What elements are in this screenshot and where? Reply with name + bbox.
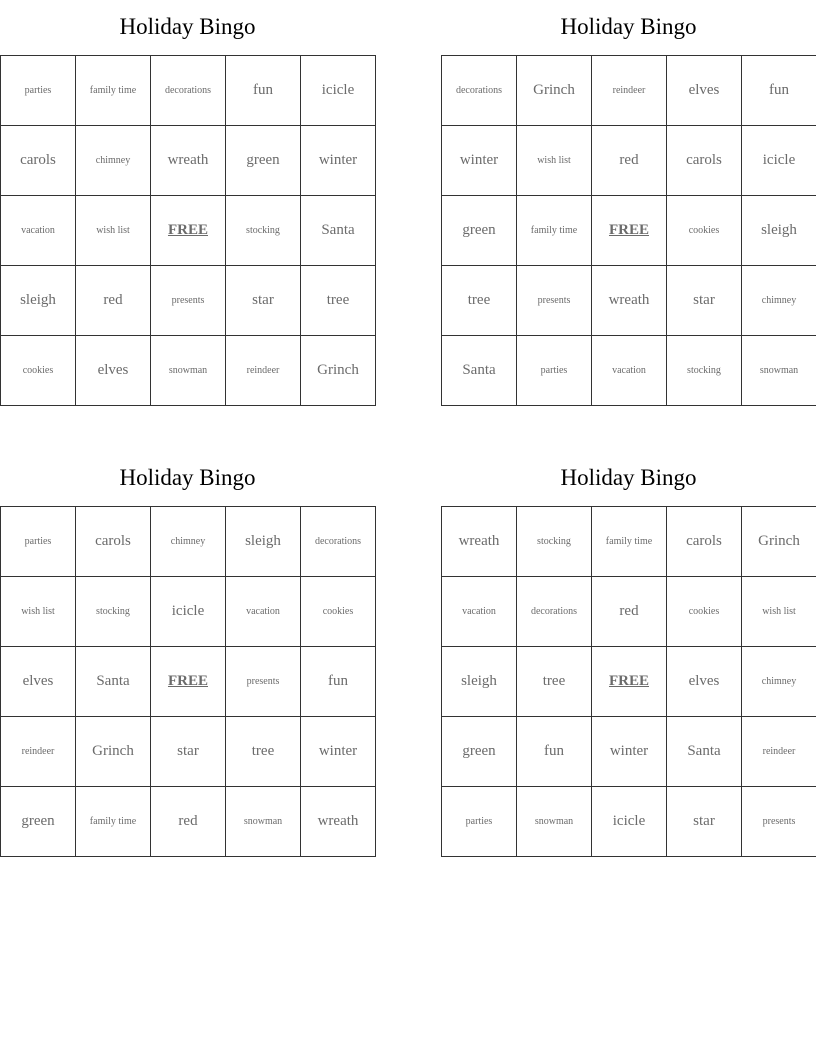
bingo-cell: parties: [517, 336, 592, 406]
bingo-cell: decorations: [301, 507, 376, 577]
bingo-cell: elves: [667, 647, 742, 717]
bingo-cell: wish list: [76, 196, 151, 266]
bingo-cell: snowman: [151, 336, 226, 406]
bingo-cell: snowman: [226, 787, 301, 857]
card-title: Holiday Bingo: [560, 465, 697, 490]
bingo-card-1: [0, 12, 375, 406]
bingo-cell: wish list: [517, 126, 592, 196]
bingo-cell: Grinch: [76, 717, 151, 787]
bingo-card-2: [441, 12, 816, 406]
grid-row: [442, 787, 816, 857]
bingo-cell: tree: [226, 717, 301, 787]
grid-row: [1, 336, 376, 406]
bingo-cell: cookies: [667, 577, 742, 647]
bingo-cell: carols: [1, 126, 76, 196]
bingo-cell: sleigh: [442, 647, 517, 717]
grid-row: [1, 787, 376, 857]
bingo-cell: chimney: [76, 126, 151, 196]
bingo-cell: presents: [517, 266, 592, 336]
bingo-grid: [0, 55, 376, 406]
bingo-cell: presents: [742, 787, 816, 857]
bingo-cell: red: [592, 577, 667, 647]
bingo-cell: icicle: [151, 577, 226, 647]
bingo-cell: elves: [667, 56, 742, 126]
grid-row: [1, 126, 376, 196]
bingo-cell: sleigh: [1, 266, 76, 336]
bingo-grid: [441, 506, 816, 857]
bingo-cell: Grinch: [301, 336, 376, 406]
bingo-cell: presents: [226, 647, 301, 717]
bingo-cell: stocking: [76, 577, 151, 647]
grid-row: [442, 647, 816, 717]
free-space: FREE: [592, 647, 667, 717]
grid-row: [1, 196, 376, 266]
bingo-cell: elves: [1, 647, 76, 717]
grid-row: [442, 336, 816, 406]
bingo-cell: green: [442, 196, 517, 266]
card-title: Holiday Bingo: [560, 14, 697, 39]
bingo-cell: wish list: [1, 577, 76, 647]
bingo-cell: red: [151, 787, 226, 857]
bingo-cell: family time: [76, 56, 151, 126]
bingo-cell: icicle: [742, 126, 816, 196]
bingo-cell: wreath: [301, 787, 376, 857]
grid-row: [442, 126, 816, 196]
grid-row: [442, 507, 816, 577]
bingo-cell: vacation: [1, 196, 76, 266]
grid-row: [1, 717, 376, 787]
grid-row: [442, 266, 816, 336]
bingo-cell: star: [667, 787, 742, 857]
bingo-cell: reindeer: [592, 56, 667, 126]
bingo-cell: Grinch: [517, 56, 592, 126]
bingo-cell: winter: [442, 126, 517, 196]
free-space: FREE: [592, 196, 667, 266]
bingo-cell: icicle: [592, 787, 667, 857]
bingo-cell: reindeer: [226, 336, 301, 406]
bingo-cell: elves: [76, 336, 151, 406]
grid-row: [442, 56, 816, 126]
bingo-cell: winter: [301, 717, 376, 787]
bingo-cell: vacation: [442, 577, 517, 647]
bingo-cell: wreath: [442, 507, 517, 577]
bingo-cell: icicle: [301, 56, 376, 126]
bingo-cell: parties: [1, 507, 76, 577]
bingo-cell: green: [442, 717, 517, 787]
grid-row: [442, 196, 816, 266]
bingo-cell: family time: [517, 196, 592, 266]
bingo-cell: fun: [742, 56, 816, 126]
bingo-cell: fun: [226, 56, 301, 126]
bingo-cell: cookies: [301, 577, 376, 647]
bingo-cell: winter: [592, 717, 667, 787]
bingo-cell: carols: [76, 507, 151, 577]
bingo-grid: [441, 55, 816, 406]
card-title: Holiday Bingo: [119, 14, 256, 39]
bingo-grid: [0, 506, 376, 857]
bingo-cell: chimney: [151, 507, 226, 577]
bingo-cell: Santa: [76, 647, 151, 717]
bingo-cell: family time: [592, 507, 667, 577]
bingo-cell: cookies: [1, 336, 76, 406]
bingo-cell: red: [76, 266, 151, 336]
bingo-cell: parties: [442, 787, 517, 857]
bingo-card-3: [0, 463, 375, 857]
bingo-cell: fun: [301, 647, 376, 717]
bingo-cell: chimney: [742, 647, 816, 717]
bingo-cell: reindeer: [1, 717, 76, 787]
bingo-cell: Santa: [667, 717, 742, 787]
grid-row: [1, 266, 376, 336]
card-title: Holiday Bingo: [119, 465, 256, 490]
bingo-cell: decorations: [151, 56, 226, 126]
free-space: FREE: [151, 196, 226, 266]
grid-row: [1, 507, 376, 577]
bingo-cell: Grinch: [742, 507, 816, 577]
bingo-cell: wreath: [151, 126, 226, 196]
bingo-cell: decorations: [517, 577, 592, 647]
bingo-cell: vacation: [226, 577, 301, 647]
bingo-cell: winter: [301, 126, 376, 196]
bingo-cell: sleigh: [742, 196, 816, 266]
bingo-cell: tree: [301, 266, 376, 336]
bingo-cell: green: [226, 126, 301, 196]
bingo-cell: decorations: [442, 56, 517, 126]
bingo-cell: tree: [442, 266, 517, 336]
bingo-cell: presents: [151, 266, 226, 336]
grid-row: [1, 56, 376, 126]
bingo-cell: carols: [667, 507, 742, 577]
bingo-cell: wish list: [742, 577, 816, 647]
bingo-cell: stocking: [667, 336, 742, 406]
bingo-cell: tree: [517, 647, 592, 717]
free-space: FREE: [151, 647, 226, 717]
bingo-cell: family time: [76, 787, 151, 857]
bingo-cell: sleigh: [226, 507, 301, 577]
bingo-cell: carols: [667, 126, 742, 196]
bingo-cell: vacation: [592, 336, 667, 406]
bingo-cell: Santa: [301, 196, 376, 266]
bingo-cell: green: [1, 787, 76, 857]
grid-row: [442, 717, 816, 787]
bingo-cell: cookies: [667, 196, 742, 266]
grid-row: [442, 577, 816, 647]
bingo-cell: wreath: [592, 266, 667, 336]
bingo-card-4: [441, 463, 816, 857]
bingo-cell: reindeer: [742, 717, 816, 787]
bingo-cell: chimney: [742, 266, 816, 336]
bingo-cell: Santa: [442, 336, 517, 406]
bingo-cell: star: [226, 266, 301, 336]
grid-row: [1, 647, 376, 717]
bingo-cell: snowman: [742, 336, 816, 406]
bingo-cell: star: [151, 717, 226, 787]
bingo-cell: snowman: [517, 787, 592, 857]
bingo-cell: fun: [517, 717, 592, 787]
bingo-cell: parties: [1, 56, 76, 126]
bingo-cell: red: [592, 126, 667, 196]
bingo-cell: stocking: [226, 196, 301, 266]
bingo-cell: star: [667, 266, 742, 336]
grid-row: [1, 577, 376, 647]
bingo-cell: stocking: [517, 507, 592, 577]
